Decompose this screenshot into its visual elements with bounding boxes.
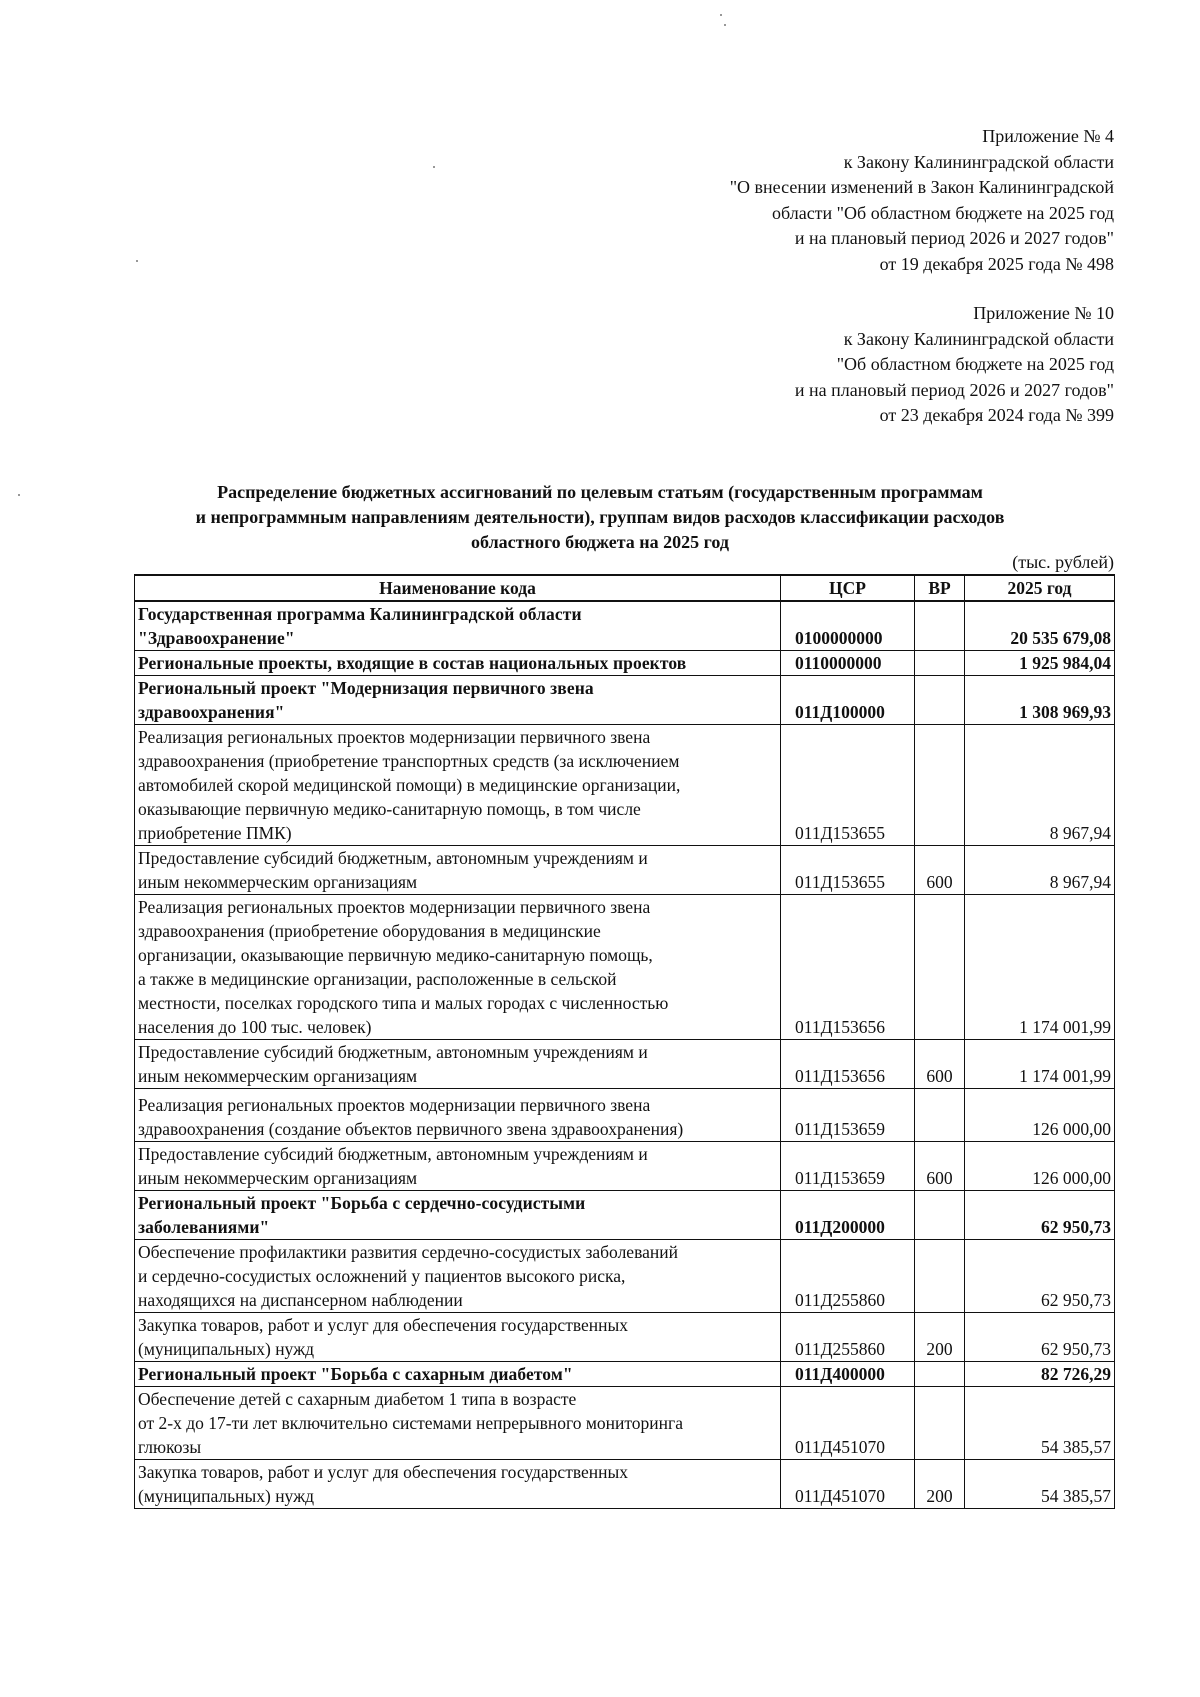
table-row (135, 1387, 1115, 1460)
cell-amount: 82 726,29 (965, 1362, 1115, 1387)
cell-amount: 54 385,57 (965, 1460, 1115, 1509)
cell-csr: 011Д400000 (781, 1362, 915, 1387)
table-row (135, 1040, 1115, 1089)
table-row (135, 1460, 1115, 1509)
cell-name (135, 1362, 781, 1387)
cell-name-line: заболеваниями" (138, 1217, 270, 1237)
header-csr: ЦСР (781, 575, 915, 601)
cell-name (135, 1191, 781, 1240)
cell-name-line: Обеспечение профилактики развития сердечно-сосудистых заболеваний (138, 1242, 678, 1262)
cell-amount: 126 000,00 (965, 1142, 1115, 1191)
table-row (135, 601, 1115, 651)
cell-vr (915, 651, 965, 676)
cell-name-line: организации, оказывающие первичную медико-санитарную помощь, (138, 945, 653, 965)
cell-name-line: Закупка товаров, работ и услуг для обеспечения государственных (138, 1315, 629, 1335)
cell-name-line: приобретение ПМК) (138, 823, 292, 843)
table-row (135, 651, 1115, 676)
cell-name-line: (муниципальных) нужд (138, 1339, 315, 1359)
cell-csr: 011Д153659 (781, 1142, 915, 1191)
cell-csr: 011Д255860 (781, 1240, 915, 1313)
cell-name-line: здравоохранения (приобретение транспортных средств (за исключением (138, 751, 680, 771)
scan-speck (720, 14, 722, 16)
cell-amount: 1 174 001,99 (965, 895, 1115, 1040)
cell-vr: 600 (915, 1040, 965, 1089)
cell-csr: 011Д153659 (781, 1089, 915, 1142)
cell-csr: 0110000000 (781, 651, 915, 676)
cell-name-line: Региональный проект "Борьба с сердечно-сосудистыми (138, 1193, 586, 1213)
cell-name (135, 1313, 781, 1362)
table-row (135, 1142, 1115, 1191)
cell-name (135, 1089, 781, 1142)
cell-name (135, 846, 781, 895)
appendix-line: и на плановый период 2026 и 2027 годов" (794, 379, 1114, 400)
cell-amount: 20 535 679,08 (965, 601, 1115, 651)
scan-speck (18, 494, 20, 496)
table-row (135, 1362, 1115, 1387)
cell-csr: 011Д451070 (781, 1387, 915, 1460)
cell-amount: 1 925 984,04 (965, 651, 1115, 676)
cell-name-line: Реализация региональных проектов модернизации первичного звена (138, 897, 651, 917)
cell-name (135, 1040, 781, 1089)
cell-vr (915, 1089, 965, 1142)
cell-vr: 200 (915, 1460, 965, 1509)
cell-name (135, 725, 781, 846)
cell-name-line: Реализация региональных проектов модернизации первичного звена (138, 727, 651, 747)
scan-speck (136, 260, 138, 262)
cell-vr (915, 1240, 965, 1313)
appendix-line: от 23 декабря 2024 года № 399 (879, 405, 1114, 425)
cell-vr (915, 601, 965, 651)
cell-name-line: местности, поселках городского типа и малых городах с численностью (138, 993, 669, 1013)
cell-name (135, 601, 781, 651)
cell-name-line: Обеспечение детей с сахарным диабетом 1 типа в возрасте (138, 1389, 577, 1409)
cell-csr: 011Д153656 (781, 1040, 915, 1089)
cell-amount: 62 950,73 (965, 1240, 1115, 1313)
cell-name-line: иным некоммерческим организациям (138, 872, 418, 892)
cell-name-line: иным некоммерческим организациям (138, 1168, 418, 1188)
cell-name-line: иным некоммерческим организациям (138, 1066, 418, 1086)
cell-name-line: Предоставление субсидий бюджетным, автономным учреждениям и (138, 1042, 648, 1062)
cell-name-line: от 2-х до 17-ти лет включительно системами непрерывного мониторинга (138, 1413, 683, 1433)
table-row (135, 676, 1115, 725)
table-header-row (135, 575, 1115, 601)
header-vr: ВР (915, 575, 965, 601)
appendix-line: "О внесении изменений в Закон Калининградской (729, 177, 1114, 197)
header-name: Наименование кода (135, 575, 781, 601)
table-row (135, 895, 1115, 1040)
table-body (135, 601, 1115, 1509)
cell-name (135, 895, 781, 1040)
cell-vr (915, 1387, 965, 1460)
cell-csr: 011Д200000 (781, 1191, 915, 1240)
cell-name-line: а также в медицинские организации, расположенные в сельской (138, 969, 617, 989)
appendix-4-header (730, 124, 1114, 277)
cell-csr: 011Д255860 (781, 1313, 915, 1362)
cell-name-line: Региональный проект "Модернизация первичного звена (138, 678, 594, 698)
cell-vr (915, 725, 965, 846)
appendix-line: Приложение № 4 (982, 126, 1114, 146)
appendix-line: к Закону Калининградской области (843, 328, 1114, 349)
cell-vr (915, 1191, 965, 1240)
appendix-line: к Закону Калининградской области (843, 151, 1114, 172)
appendix-line: Приложение № 10 (973, 303, 1114, 323)
cell-name-line: "Здравоохранение" (138, 628, 295, 648)
table-row (135, 1240, 1115, 1313)
cell-name-line: автомобилей скорой медицинской помощи) в медицинские организации, (138, 775, 681, 795)
cell-vr (915, 895, 965, 1040)
units-label: (тыс. рублей) (1012, 552, 1114, 572)
header-year: 2025 год (965, 575, 1115, 601)
cell-name-line: Государственная программа Калининградской области (138, 604, 582, 624)
cell-amount: 1 174 001,99 (965, 1040, 1115, 1089)
cell-name (135, 676, 781, 725)
cell-vr: 200 (915, 1313, 965, 1362)
cell-name (135, 651, 781, 676)
cell-name-line: находящихся на диспансерном наблюдении (138, 1290, 463, 1310)
cell-name-line: здравоохранения (приобретение оборудования в медицинские (138, 921, 601, 941)
document-title (130, 480, 1070, 555)
cell-vr (915, 1362, 965, 1387)
cell-amount: 8 967,94 (965, 846, 1115, 895)
appendix-line: "Об областном бюджете на 2025 год (836, 354, 1114, 374)
table-row (135, 1313, 1115, 1362)
title-line: Распределение бюджетных ассигнований по целевым статьям (государственным программам (217, 482, 983, 502)
cell-name-line: (муниципальных) нужд (138, 1486, 315, 1506)
cell-csr: 011Д451070 (781, 1460, 915, 1509)
cell-name-line: и сердечно-сосудистых осложнений у пациентов высокого риска, (138, 1266, 626, 1286)
cell-csr: 011Д153655 (781, 725, 915, 846)
table-row (135, 1191, 1115, 1240)
cell-amount: 8 967,94 (965, 725, 1115, 846)
cell-name-line: Предоставление субсидий бюджетным, автономным учреждениям и (138, 848, 648, 868)
cell-vr: 600 (915, 1142, 965, 1191)
table-row (135, 846, 1115, 895)
cell-csr: 0100000000 (781, 601, 915, 651)
cell-name (135, 1240, 781, 1313)
scan-speck (724, 24, 726, 26)
table-row (135, 1089, 1115, 1142)
cell-name-line: Реализация региональных проектов модернизации первичного звена (138, 1095, 651, 1115)
cell-name-line: Предоставление субсидий бюджетным, автономным учреждениям и (138, 1144, 648, 1164)
cell-csr: 011Д153655 (781, 846, 915, 895)
cell-amount: 126 000,00 (965, 1089, 1115, 1142)
cell-amount: 62 950,73 (965, 1191, 1115, 1240)
appendix-10-header (795, 301, 1114, 429)
cell-name-line: оказывающие первичную медико-санитарную помощь, в том числе (138, 799, 641, 819)
cell-name (135, 1387, 781, 1460)
cell-name-line: Закупка товаров, работ и услуг для обеспечения государственных (138, 1462, 629, 1482)
title-line: областного бюджета на 2025 год (471, 532, 729, 552)
cell-name (135, 1142, 781, 1191)
appendix-line: от 19 декабря 2025 года № 498 (879, 253, 1114, 274)
cell-amount: 1 308 969,93 (965, 676, 1115, 725)
cell-amount: 62 950,73 (965, 1313, 1115, 1362)
budget-allocation-table (134, 574, 1115, 1509)
cell-vr: 600 (915, 846, 965, 895)
table-row (135, 725, 1115, 846)
scan-speck (433, 166, 435, 168)
cell-name (135, 1460, 781, 1509)
cell-name-line: населения до 100 тыс. человек) (138, 1017, 372, 1037)
cell-name-line: Региональный проект "Борьба с сахарным диабетом" (138, 1364, 573, 1384)
cell-csr: 011Д100000 (781, 676, 915, 725)
cell-csr: 011Д153656 (781, 895, 915, 1040)
appendix-line: области "Об областном бюджете на 2025 год (772, 202, 1114, 223)
cell-name-line: здравоохранения" (138, 702, 285, 722)
appendix-line: и на плановый период 2026 и 2027 годов" (794, 228, 1114, 248)
cell-name-line: глюкозы (138, 1437, 202, 1457)
cell-vr (915, 676, 965, 725)
cell-name-line: здравоохранения (создание объектов первичного звена здравоохранения) (138, 1119, 684, 1139)
cell-amount: 54 385,57 (965, 1387, 1115, 1460)
cell-name-line: Региональные проекты, входящие в состав национальных проектов (138, 653, 687, 673)
title-line: и непрограммным направлениям деятельности), группам видов расходов классификации расходов (195, 507, 1005, 527)
